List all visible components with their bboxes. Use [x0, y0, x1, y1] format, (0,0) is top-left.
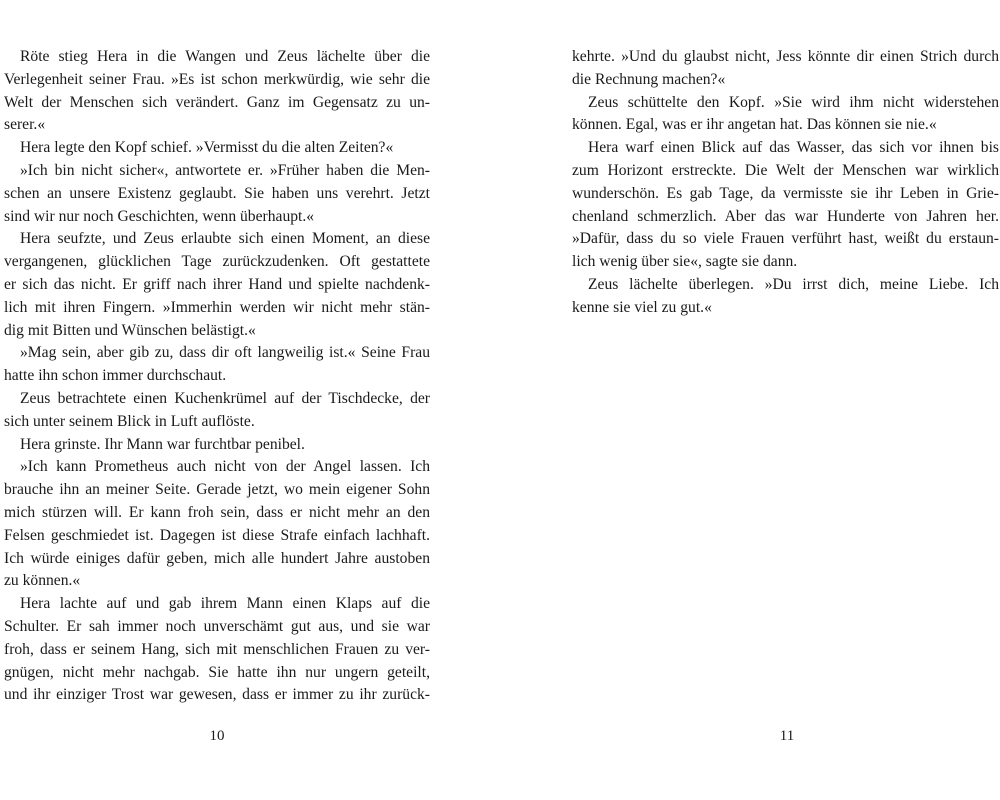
text-line: hatte ihn schon immer durchschaut.: [4, 367, 227, 385]
text-line: »Ich kann Prometheus auch nicht von der Angel lassen. Ich: [20, 458, 430, 476]
text-line: zu können.«: [4, 572, 81, 590]
right-page-text: [572, 46, 999, 320]
text-line: mich stürzen will. Er kann froh sein, dass er nicht mehr an den: [4, 503, 430, 521]
left-page-text: [4, 46, 430, 707]
text-line: Hera seufzte, und Zeus erlaubte sich einen Moment, an diese: [20, 230, 430, 248]
text-line: gnügen, nicht mehr nachgab. Sie hatte ihn nur ungern geteilt,: [4, 663, 430, 681]
right-page-number: 11: [779, 728, 795, 744]
text-line: Hera grinste. Ihr Mann war furchtbar penibel.: [20, 435, 305, 453]
text-line: wunderschön. Es gab Tage, da vermisste sie ihr Leben in Grie-: [572, 184, 999, 202]
text-line: Röte stieg Hera in die Wangen und Zeus lächelte über die: [20, 48, 430, 65]
text-line: »Ich bin nicht sicher«, antwortete er. »Früher haben die Men-: [20, 161, 430, 179]
text-line: kehrte. »Und du glaubst nicht, Jess könnte dir einen Strich durch: [572, 48, 999, 65]
right-page: [500, 0, 1000, 800]
text-line: Verlegenheit seiner Frau. »Es ist schon merkwürdig, wie sehr die: [4, 70, 430, 88]
text-line: sind wir nur noch Geschichten, wenn überhaupt.«: [4, 207, 315, 225]
text-line: Schulter. Er sah immer noch unverschämt gut aus, und sie war: [4, 617, 430, 635]
text-line: Zeus betrachtete einen Kuchenkrümel auf der Tischdecke, der: [20, 389, 430, 407]
text-line: er sich das nicht. Er griff nach ihrer Hand und spielte nachdenk-: [4, 275, 430, 293]
text-line: dig mit Bitten und Wünschen belästigt.«: [4, 321, 256, 339]
text-line: zum Horizont erstreckte. Die Welt der Menschen war wirklich: [572, 161, 999, 179]
text-line: Hera warf einen Blick auf das Wasser, das sich vor ihnen bis: [588, 139, 999, 157]
text-line: Hera lachte auf und gab ihrem Mann einen Klaps auf die: [20, 595, 430, 613]
text-line: vergangenen, glücklichen Tage zurückzudenken. Oft gestattete: [4, 253, 430, 271]
text-line: können. Egal, was er ihr angetan hat. Das können sie nie.«: [572, 116, 937, 134]
text-line: und ihr einziger Trost war gewesen, dass er immer zu ihr zurück-: [4, 686, 430, 704]
text-line: lich wenig über sie«, sagte sie dann.: [572, 253, 798, 271]
text-line: die Rechnung machen?«: [572, 70, 726, 88]
text-line: Ich würde einiges dafür geben, mich alle hundert Jahre austoben: [4, 549, 430, 567]
text-line: »Dafür, dass du so viele Frauen verführt hast, weißt du erstaun-: [572, 230, 999, 248]
text-line: Felsen geschmiedet ist. Dagegen ist diese Strafe einfach lachhaft.: [4, 526, 430, 544]
text-line: sich unter seinem Blick in Luft auflöste.: [4, 412, 255, 430]
text-line: Welt der Menschen sich verändert. Ganz im Gegensatz zu un-: [4, 93, 430, 111]
text-line: Zeus lächelte überlegen. »Du irrst dich, meine Liebe. Ich: [588, 275, 999, 293]
text-line: lich mit ihren Fingern. »Immerhin werden wir nicht mehr stän-: [4, 298, 430, 316]
text-line: Hera legte den Kopf schief. »Vermisst du die alten Zeiten?«: [20, 139, 394, 157]
text-line: froh, dass er seinem Hang, sich mit menschlichen Frauen zu ver-: [4, 640, 430, 658]
left-page-number: 10: [209, 728, 225, 744]
text-line: Zeus schüttelte den Kopf. »Sie wird ihm nicht widerstehen: [588, 93, 999, 111]
text-line: »Mag sein, aber gib zu, dass dir oft langweilig ist.« Seine Frau: [20, 344, 430, 362]
text-line: serer.«: [4, 116, 46, 134]
text-line: chenland schmerzlich. Aber das war Hunderte von Jahren her.: [572, 207, 999, 225]
text-line: brauche ihn an meiner Seite. Gerade jetzt, wo mein eigener Sohn: [4, 481, 430, 499]
text-line: kenne sie viel zu gut.«: [572, 298, 712, 316]
text-line: schen an unsere Existenz geglaubt. Sie haben uns verehrt. Jetzt: [4, 184, 430, 202]
